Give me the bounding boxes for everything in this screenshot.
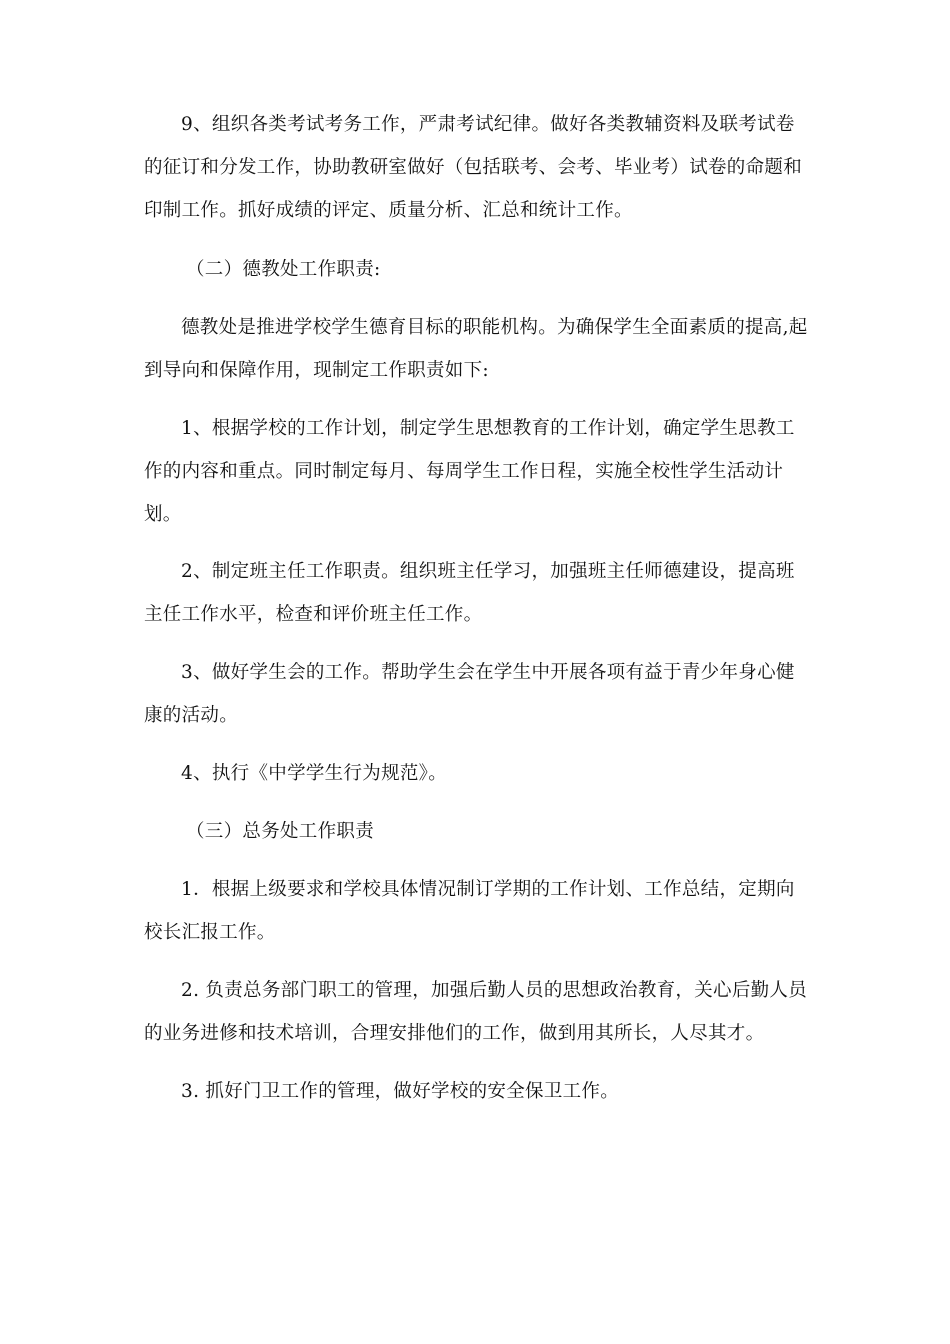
paragraph-moral-item-3: 3、做好学生会的工作。帮助学生会在学生中开展各项有益于青少年身心健康的活动。	[144, 662, 795, 726]
paragraph-moral-item-4: 4、执行《中学学生行为规范》。	[181, 763, 448, 784]
section-heading-general-affairs: （三）总务处工作职责	[186, 821, 375, 842]
paragraph-general-item-2: 2. 负责总务部门职工的管理，加强后勤人员的思想政治教育，关心后勤人员的业务进修和技术培训，合理安排他们的工作，做到用其所长，人尽其才。	[144, 980, 808, 1044]
section-heading-moral-education: （二）德教处工作职责:	[186, 259, 381, 280]
paragraph-exam-affairs: 9、组织各类考试考务工作，严肃考试纪律。做好各类教辅资料及联考试卷的征订和分发工作，协助教研室做好（包括联考、会考、毕业考）试卷的命题和印制工作。抓好成绩的评定、质量分析、汇总和统计工作。	[144, 114, 803, 221]
paragraph-moral-item-1: 1、根据学校的工作计划，制定学生思想教育的工作计划，确定学生思教工作的内容和重点。同时制定每月、每周学生工作日程，实施全校性学生活动计划。	[144, 418, 795, 525]
paragraph-moral-item-2: 2、制定班主任工作职责。组织班主任学习，加强班主任师德建设，提高班主任工作水平，检查和评价班主任工作。	[144, 561, 795, 625]
paragraph-moral-intro: 德教处是推进学校学生德育目标的职能机构。为确保学生全面素质的提高,起到导向和保障作用，现制定工作职责如下:	[144, 317, 808, 381]
paragraph-general-item-3: 3. 抓好门卫工作的管理，做好学校的安全保卫工作。	[181, 1081, 620, 1102]
paragraph-general-item-1: 1．根据上级要求和学校具体情况制订学期的工作计划、工作总结，定期向校长汇报工作。	[144, 879, 795, 943]
